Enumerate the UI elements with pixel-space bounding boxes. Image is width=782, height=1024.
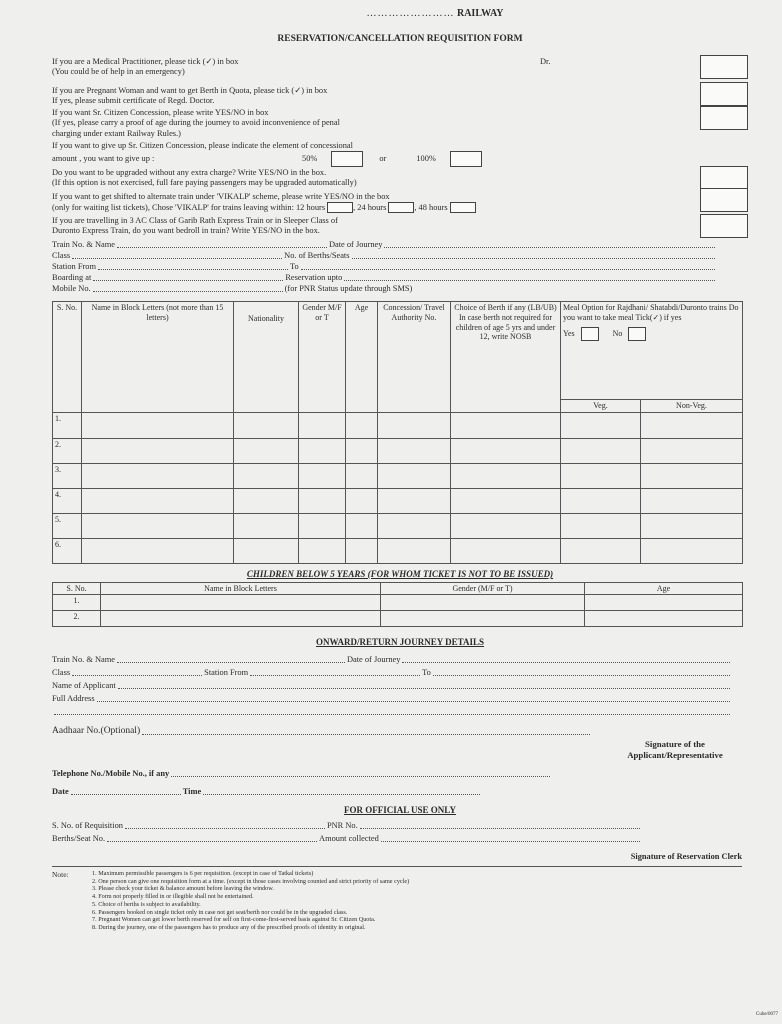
class-label: Class [52,251,71,261]
passenger-berth-cell[interactable] [451,463,561,488]
senior-citizen-note: (If yes, please carry a proof of age during the journey to avoid inconvenience of penal [52,118,340,128]
table-row [53,611,743,627]
medical-question-text: If you are a Medical Practitioner, please tick (✓) in box [52,57,239,67]
meal-option-header [561,302,743,400]
onward-details [52,652,732,717]
form-title: RESERVATION/CANCELLATION REQUISITION FORM [277,34,523,44]
station-row [52,261,717,272]
table-row [53,538,743,563]
passenger-gender-cell[interactable] [299,488,346,513]
questions-section [52,57,748,238]
pnr-field[interactable] [360,828,640,829]
note-item: 3. Please check your ticket & balance amount before leaving the window. [92,885,274,893]
passenger-concession-cell[interactable] [378,513,451,538]
name-header: Name in Block Letters (not more than 15 letters) [82,302,234,413]
passenger-veg-cell[interactable] [561,538,641,563]
vikalp-48h-label: , 48 hours [414,202,448,212]
passenger-gender-cell[interactable] [299,438,346,463]
note-item: 4. Form not properly filled in or illegible shall not be entertained. [92,893,254,901]
form-header [122,8,748,20]
onward-class-label: Class [52,668,71,678]
meal-yes-box[interactable] [581,327,599,341]
vikalp-options [52,202,748,213]
train-no-row [52,239,717,250]
passenger-berth-cell[interactable] [451,538,561,563]
aadhaar-label: Aadhaar No.(Optional) [52,725,141,736]
child-age-header: Age [585,582,743,595]
giveup-question [52,141,748,165]
row-number: 1. [53,412,82,438]
note-item: 2. One person can give one requisition form at a time. (except in those cases involving counted and strict priority of same cycle) [92,877,410,885]
vikalp-24h-box[interactable] [388,202,414,213]
sno-header: S. No. [53,302,82,413]
child-age-cell[interactable] [585,595,743,611]
bedroll-question-text-2: Duronto Express Train, do you want bedroll in train? Write YES/NO in the box. [52,226,320,236]
passenger-age-cell[interactable] [346,513,378,538]
pregnant-question-text: If you are Pregnant Woman and want to get Berth in Quota, please tick (✓) in box [52,86,328,96]
meal-yes-label: Yes [563,328,575,338]
meal-no-box[interactable] [628,327,646,341]
upgrade-question-note: (If this option is not exercised, full fare paying passengers may be upgraded automatically) [52,178,357,188]
passenger-nationality-cell[interactable] [234,538,299,563]
vikalp-12h-label: (only for waiting list tickets), Chose 'VIKALP' for trains leaving within: 12 hours [52,202,326,212]
onward-train-field[interactable] [117,662,345,663]
note-item: 8. During the journey, one of the passengers has to produce any of the prescribed proofs of identity in original. [92,924,366,932]
senior-citizen-question [52,108,748,141]
address-label: Full Address [52,694,95,704]
note-item: 1. Maximum permissible passengers is 6 per requisition. (except in case of Tatkal tickets) [92,869,314,877]
row-number: 1. [53,595,101,611]
official-title: FOR OFFICIAL USE ONLY [344,805,456,816]
meal-no-label: No [612,328,623,338]
station-to-label: To [289,262,299,272]
option-100-box[interactable] [450,151,482,167]
bedroll-question [52,216,748,238]
applicant-label: Name of Applicant [52,681,116,691]
reservation-upto-label: Reservation upto [285,273,343,283]
onward-train-row [52,652,732,665]
passenger-concession-cell[interactable] [378,538,451,563]
train-no-field[interactable] [117,247,327,248]
telephone-row [52,765,552,779]
date-of-journey-field[interactable] [384,247,715,248]
passenger-name-cell[interactable] [82,488,234,513]
date-label: Date [52,787,69,797]
child-sno-header: S. No. [53,582,101,595]
row-number: 5. [53,513,82,538]
onward-title: ONWARD/RETURN JOURNEY DETAILS [315,637,485,648]
onward-train-label: Train No. & Name [52,655,115,665]
passenger-name-cell[interactable] [82,513,234,538]
passenger-gender-cell[interactable] [299,463,346,488]
veg-header: Veg. [561,400,641,413]
onward-from-field[interactable] [250,675,420,676]
senior-citizen-text: If you want Sr. Citizen Concession, please write YES/NO in box [52,108,269,118]
mobile-row [52,283,717,294]
passenger-nonveg-cell[interactable] [641,538,743,563]
passenger-veg-cell[interactable] [561,438,641,463]
passenger-nationality-cell[interactable] [234,412,299,438]
passenger-berth-cell[interactable] [451,488,561,513]
child-name-cell[interactable] [101,595,381,611]
row-number: 6. [53,538,82,563]
railway-name-blank[interactable]: …………………… [366,8,455,19]
onward-date-label: Date of Journey [346,655,401,665]
amount-field[interactable] [381,841,640,842]
time-field[interactable] [203,794,480,795]
passenger-age-cell[interactable] [346,488,378,513]
note-item: 7. Pregnant Women can get lower berth reserved for self on first-come-first-served basis against Sr. Citizen Quota. [92,916,376,924]
aadhaar-row [52,723,592,737]
passenger-veg-cell[interactable] [561,463,641,488]
boarding-field[interactable] [93,280,283,281]
clerk-signature-label: Signature of Reservation Clerk [630,851,742,861]
pnr-sms-note: (for PNR Status update through SMS) [284,284,413,294]
passenger-age-cell[interactable] [346,412,378,438]
berth-seat-row [52,833,642,844]
child-gender-cell[interactable] [381,611,585,627]
giveup-question-text: If you want to give up Sr. Citizen Concession, please indicate the element of concessional [52,141,353,151]
upgrade-question [52,168,748,192]
amount-label: Amount collected [319,833,379,843]
passenger-gender-cell[interactable] [299,513,346,538]
giveup-question-text-2: amount , you want to give up : [52,154,155,164]
pregnant-woman-box[interactable] [700,82,748,106]
doctor-label: Dr. [540,57,551,67]
children-header-row [53,582,743,595]
note-item: 5. Choice of berths is subject to availability. [92,900,201,908]
telephone-label: Telephone No./Mobile No., if any [52,769,170,779]
row-number: 2. [53,438,82,463]
date-time-row [52,783,482,797]
pregnant-question [52,86,748,108]
table-row [53,595,743,611]
child-age-cell[interactable] [585,611,743,627]
pregnant-question-note: If yes, please submit certificate of Regd. Doctor. [52,96,215,106]
passenger-nationality-cell[interactable] [234,438,299,463]
senior-citizen-box[interactable] [700,106,748,130]
vikalp-24h-label: , 24 hours [353,202,387,212]
berths-label: No. of Berths/Seats [284,251,350,261]
date-of-journey-label: Date of Journey [328,240,383,250]
onward-from-label: Station From [204,668,249,678]
requisition-label: S. No. of Requisition [52,820,123,830]
bedroll-box[interactable] [700,214,748,238]
table-row [53,488,743,513]
passenger-nonveg-cell[interactable] [641,438,743,463]
passenger-concession-cell[interactable] [378,438,451,463]
meal-option-text: Meal Option for Rajdhani/ Shatabdi/Duronto trains Do you want to take meal Tick(✓) if yes [563,303,739,322]
passenger-berth-cell[interactable] [451,513,561,538]
telephone-field[interactable] [171,776,550,777]
station-from-field[interactable] [98,269,288,270]
reservation-upto-field[interactable] [344,280,715,281]
children-title: CHILDREN BELOW 5 YEARS (FOR WHOM TICKET IS NOT TO BE ISSUED) [246,568,554,579]
address-field-2[interactable] [54,714,730,715]
passenger-veg-cell[interactable] [561,488,641,513]
option-50-box[interactable] [331,151,363,167]
medical-question-note: (You could be of help in an emergency) [52,67,185,77]
passenger-berth-cell[interactable] [451,412,561,438]
notes-label: Note: [52,869,69,879]
pnr-label: PNR No. [326,820,358,830]
official-section [52,820,742,864]
bedroll-question-text: If you are travelling in 3 AC Class of Garib Rath Express Train or in Sleeper Class of [52,216,338,226]
vikalp-question-text: If you want to get shifted to alternate train under 'VIKALP' scheme, please write YES/NO in the box [52,192,390,202]
berth-choice-header: Choice of Berth if any (LB/UB) In case berth not required for children of age 5 yrs and under 12, write NOSB [451,302,561,413]
boarding-label: Boarding at [52,273,92,283]
children-table [52,582,743,628]
upgrade-box[interactable] [700,166,748,190]
giveup-options [52,151,748,167]
gender-header: Gender M/F or T [299,302,346,413]
berth-seat-label: Berths/Seat No. [52,833,106,843]
nationality-header: Nationality [234,302,299,413]
train-no-label: Train No. & Name [52,240,115,250]
passenger-age-cell[interactable] [346,463,378,488]
requisition-field[interactable] [125,828,325,829]
child-name-cell[interactable] [101,611,381,627]
berth-seat-field[interactable] [107,841,317,842]
applicant-field[interactable] [118,688,730,689]
requisition-row [52,820,642,831]
passenger-nonveg-cell[interactable] [641,488,743,513]
time-label: Time [182,787,202,797]
passenger-header-row [53,302,743,400]
vikalp-48h-box[interactable] [450,202,476,213]
passenger-gender-cell[interactable] [299,538,346,563]
child-gender-header: Gender (M/F or T) [381,582,585,595]
onward-to-field[interactable] [433,675,730,676]
passenger-rows [53,412,743,563]
child-gender-cell[interactable] [381,595,585,611]
passenger-concession-cell[interactable] [378,463,451,488]
vikalp-box[interactable] [700,188,748,212]
address-row [52,691,732,704]
passenger-veg-cell[interactable] [561,412,641,438]
row-number: 3. [53,463,82,488]
child-name-header: Name in Block Letters [101,582,381,595]
mobile-label: Mobile No. [52,284,91,294]
option-50-label: 50% [302,154,318,164]
passenger-concession-cell[interactable] [378,412,451,438]
journey-details [52,239,717,294]
passenger-gender-cell[interactable] [299,412,346,438]
note-item: 6. Passengers booked on single ticket only in case not get seat/berth nor could be in the upgraded class. [92,908,348,916]
applicant-signature-label: Signature of the Applicant/Representative [627,739,723,760]
station-to-field[interactable] [301,269,715,270]
passenger-age-cell[interactable] [346,538,378,563]
class-row [52,250,717,261]
applicant-row [52,678,732,691]
passenger-table [52,301,743,564]
meal-yes-no [563,327,740,341]
onward-to-label: To [422,668,431,678]
passenger-name-cell[interactable] [82,463,234,488]
class-field[interactable] [72,258,282,259]
nonveg-header: Non-Veg. [641,400,743,413]
passenger-nationality-cell[interactable] [234,488,299,513]
passenger-veg-cell[interactable] [561,513,641,538]
passenger-nationality-cell[interactable] [234,513,299,538]
medical-question [52,57,748,79]
passenger-name-cell[interactable] [82,412,234,438]
berths-field[interactable] [352,258,715,259]
or-label: or [379,154,387,164]
onward-date-field[interactable] [402,662,730,663]
passenger-nationality-cell[interactable] [234,463,299,488]
vikalp-12h-box[interactable] [327,202,353,213]
option-100-label: 100% [416,154,436,164]
onward-class-row [52,665,732,678]
senior-citizen-note-2: charging under extant Railway Rules.) [52,128,181,138]
table-row [53,513,743,538]
passenger-name-cell[interactable] [82,438,234,463]
notes-section [52,866,742,932]
passenger-age-cell[interactable] [346,438,378,463]
station-from-label: Station From [52,262,96,272]
row-number: 2. [53,611,101,627]
address-row-2 [52,704,732,717]
passenger-name-cell[interactable] [82,538,234,563]
boarding-row [52,272,717,283]
aadhaar-field[interactable] [142,734,590,735]
table-row [53,412,743,438]
row-number: 4. [53,488,82,513]
table-row [53,438,743,463]
passenger-nonveg-cell[interactable] [641,463,743,488]
table-row [53,463,743,488]
onward-class-field[interactable] [72,675,202,676]
passenger-berth-cell[interactable] [451,438,561,463]
passenger-concession-cell[interactable] [378,488,451,513]
children-rows [53,595,743,627]
vikalp-question [52,192,748,216]
notes-list [92,870,409,932]
concession-header: Concession/ Travel Authority No. [378,302,451,413]
age-header: Age [346,302,378,413]
date-field[interactable] [71,794,181,795]
railway-label: RAILWAY [456,8,504,19]
upgrade-question-text: Do you want to be upgraded without any extra charge? Write YES/NO in the box. [52,168,327,178]
aadhaar-signature-block [52,723,748,783]
medical-practitioner-box[interactable] [700,55,748,79]
address-field[interactable] [97,701,730,702]
mobile-field[interactable] [93,291,283,292]
form-code: Cube/0077 [756,1012,778,1017]
passenger-nonveg-cell[interactable] [641,513,743,538]
passenger-nonveg-cell[interactable] [641,412,743,438]
